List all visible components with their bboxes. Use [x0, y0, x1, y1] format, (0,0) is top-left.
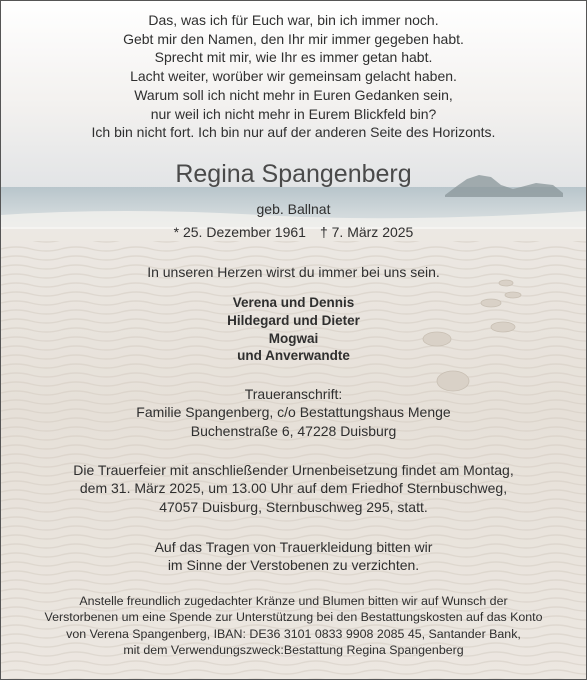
poem-line: Lacht weiter, worüber wir gemeinsam gelacht haben.: [130, 68, 457, 85]
maiden-name: geb. Ballnat: [256, 201, 331, 217]
address-line: Buchenstraße 6, 47228 Duisburg: [190, 422, 397, 439]
birth-date: * 25. Dezember 1961: [173, 224, 306, 240]
poem-line: nur weil ich nicht mehr in Eurem Blickfeld bin?: [150, 105, 437, 122]
ceremony-info: [1, 461, 586, 516]
poem-line: Das, was ich für Euch war, bin ich immer noch.: [148, 12, 439, 28]
poem-line: Ich bin nicht fort. Ich bin nur auf der anderen Seite des Horizonts.: [91, 124, 496, 141]
address-line: Familie Spangenberg, c/o Bestattungshaus Menge: [136, 404, 451, 421]
donation-note: [1, 593, 586, 659]
ceremony-line: Die Trauerfeier mit anschließender Urnenbeisetzung findet am Montag,: [73, 462, 514, 478]
donation-line: Anstelle freundlich zugedachter Kränze und Blumen bitten wir auf Wunsch der: [79, 594, 508, 608]
donation-line: von Verena Spangenberg, IBAN: DE36 3101 0833 9908 2085 45, Santander Bank,: [66, 626, 521, 641]
mourner: Mogwai: [268, 330, 319, 346]
death-date: † 7. März 2025: [319, 224, 414, 240]
poem-line: Warum soll ich nicht mehr in Euren Gedanken sein,: [134, 86, 453, 103]
dress-line: im Sinne der Verstobenen zu verzichten.: [167, 557, 420, 574]
motto: In unseren Herzen wirst du immer bei uns sein.: [147, 264, 440, 280]
donation-line: Verstorbenen um eine Spende zur Unterstützung bei den Bestattungskosten auf das Konto: [44, 610, 543, 625]
ceremony-line: 47057 Duisburg, Sternbuschweg 295, statt.: [159, 498, 428, 515]
ceremony-line: dem 31. März 2025, um 13.00 Uhr auf dem Friedhof Sternbuschweg,: [79, 480, 508, 497]
donation-line: mit dem Verwendungszweck:Bestattung Regina Spangenberg: [123, 643, 464, 658]
mourning-address: [1, 385, 586, 440]
deceased-name: Regina Spangenberg: [175, 160, 412, 188]
mourner: Verena und Dennis: [232, 295, 355, 310]
poem: [1, 11, 586, 142]
address-line: Traueranschrift:: [244, 386, 343, 402]
mourner: und Anverwandte: [237, 348, 350, 364]
life-dates: [1, 223, 586, 241]
poem-line: Gebt mir den Namen, den Ihr mir immer gegeben habt.: [123, 30, 464, 47]
mourners-list: [1, 294, 586, 365]
dress-line: Auf das Tragen von Trauerkleidung bitten wir: [154, 539, 433, 555]
mourner: Hildegard und Dieter: [227, 312, 360, 328]
poem-line: Sprecht mit mir, wie Ihr es immer getan habt.: [154, 49, 433, 66]
dress-code-note: [1, 538, 586, 575]
